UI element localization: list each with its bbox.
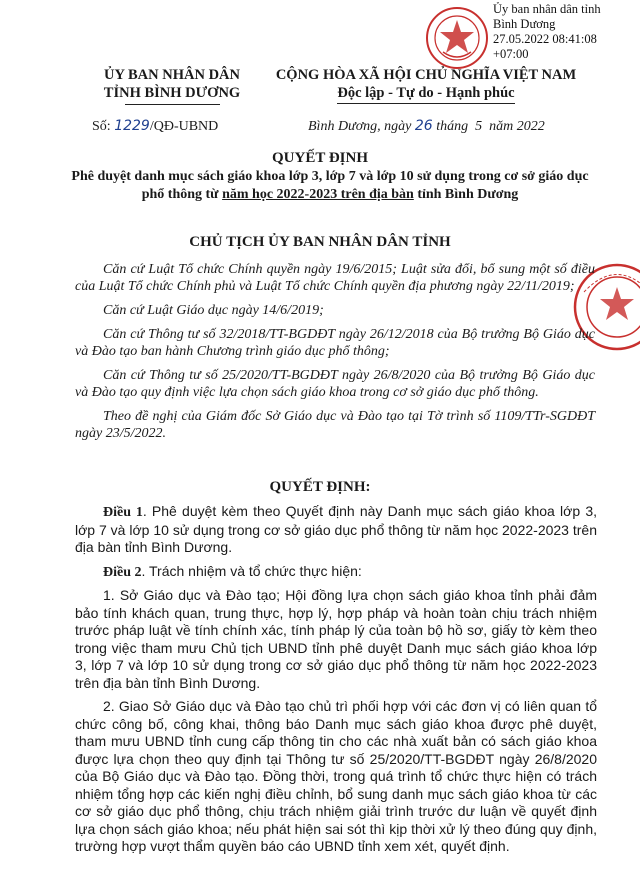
legal-basis — [75, 261, 595, 449]
signature-line-4: +07:00 — [493, 47, 529, 61]
basis-item: Căn cứ Thông tư số 25/2020/TT-BGDĐT ngày 26/8/2020 của Bộ trưởng Bộ Giáo dục và Đào tạo quy định việc lựa chọn sách giáo khoa trong cơ sở giáo dục phổ thông. — [75, 368, 595, 400]
subtitle-part-1: Phê duyệt danh mục sách giáo khoa lớp 3, lớp 7 và lớp 10 sử dụng trong cơ sở giáo dục phổ thông từ — [71, 169, 589, 202]
basis-item: Theo đề nghị của Giám đốc Sở Giáo dục và Đào tạo tại Tờ trình số 1109/TTr-SGDĐT ngày 23/5/2022. — [75, 409, 595, 441]
article-2-item-2: 2. Giao Sở Giáo dục và Đào tạo chủ trì phối hợp với các đơn vị có liên quan tổ chức công bố, công khai, thông báo Danh mục sách giáo khoa được phê duyệt, tham mưu UBND tỉnh cung cấp thông tin cho các nhà xuất bản có sách giáo khoa được lựa chọn theo quy định tại Thông tư số 25/2020/TT-BGDĐT ngày 26/8/2020 của Bộ Giáo dục và Đào tạo. Đồng thời, trong quá trình tổ chức thực hiện có trách nhiệm tổng hợp các kiến nghị điều chỉnh, bổ sung danh mục sách giáo khoa từ các cơ sở giáo dục phổ thông, chịu trách nhiệm giải trình trước dư luận về quyết định lựa chọn sách giáo khoa; nếu phát hiện sai sót thì kịp thời xử lý theo đúng quy định, trường hợp vượt thẩm quyền báo cáo UBND tỉnh xem xét, quyết định. — [75, 698, 597, 854]
signature-line-3: 27.05.2022 08:41:08 — [493, 32, 597, 46]
signature-line-1: Ủy ban nhân dân tỉnh — [493, 2, 601, 16]
basis-item: Căn cứ Thông tư số 32/2018/TT-BGDĐT ngày 26/12/2018 của Bộ trưởng Bộ Giáo dục và Đào tạo ban hành Chương trình giáo dục phổ thông; — [75, 327, 595, 359]
national-title: CỘNG HÒA XÃ HỘI CHỦ NGHĨA VIỆT NAM — [275, 67, 577, 83]
signature-line-2: Bình Dương — [493, 17, 556, 31]
article-2-text: . Trách nhiệm và tổ chức thực hiện: — [141, 562, 362, 579]
issuing-authority — [72, 66, 272, 102]
document-date — [308, 118, 545, 135]
authority-line-2: TỈNH BÌNH DƯƠNG — [103, 85, 241, 101]
basis-item: Căn cứ Luật Tổ chức Chính quyền ngày 19/6/2015; Luật sửa đổi, bổ sung một số điều của Luật Tổ chức Chính phủ và Luật Tổ chức Chính quyền địa phương ngày 22/11/2019; — [75, 262, 595, 294]
national-header — [246, 66, 606, 104]
decision-body — [75, 503, 597, 862]
document-title: QUYẾT ĐỊNH — [272, 150, 368, 166]
issuer-title: CHỦ TỊCH ỦY BAN NHÂN DÂN TỈNH — [189, 234, 451, 250]
date-month-year: tháng 5 năm 2022 — [432, 119, 545, 134]
document-number — [92, 118, 218, 135]
article-1-label: Điều 1 — [103, 505, 143, 520]
article-1-text: . Phê duyệt kèm theo Quyết định này Danh mục sách giáo khoa lớp 3, lớp 7 và lớp 10 sử dụng trong cơ sở giáo dục phổ thông từ năm học 2022-2023 trên địa bàn tỉnh Bình Dương. — [75, 503, 597, 555]
authority-line-1: ỦY BAN NHÂN DÂN — [103, 67, 240, 83]
digital-seal-icon — [425, 6, 489, 70]
doc-number-prefix: Số: — [92, 119, 115, 134]
date-place: Bình Dương, ngày — [308, 119, 415, 134]
digital-signature-block — [493, 2, 638, 62]
article-2 — [75, 563, 597, 582]
basis-item: Căn cứ Luật Giáo dục ngày 14/6/2019; — [103, 303, 324, 318]
subtitle-part-2: năm học 2022-2023 trên địa bàn — [222, 187, 414, 202]
document-subtitle — [60, 168, 600, 204]
authority-underline — [125, 104, 220, 105]
doc-number-handwritten: 1229 — [114, 118, 150, 134]
article-2-label: Điều 2 — [103, 564, 142, 580]
article-2-item-1: 1. Sở Giáo dục và Đào tạo; Hội đồng lựa chọn sách giáo khoa tỉnh phải đảm bảo tính khách quan, trung thực, hợp lý, hợp pháp và hoàn toàn chịu trách nhiệm trước pháp luật về tính chính xác, tính pháp lý của toàn bộ hồ sơ, giấy tờ kèm theo trong việc tham mưu Chủ tịch UBND tỉnh phê duyệt Danh mục sách giáo khoa lớp 3, lớp 7 và lớp 10 sử dụng trong cơ sở giáo dục phổ thông từ năm học 2022-2023 trên địa bàn tỉnh Bình Dương. — [75, 587, 597, 691]
doc-number-suffix: /QĐ-UBND — [149, 119, 219, 134]
decision-heading: QUYẾT ĐỊNH: — [269, 479, 371, 495]
date-day-handwritten: 26 — [414, 118, 433, 134]
subtitle-part-3: tỉnh Bình Dương — [413, 187, 519, 202]
national-motto: Độc lập - Tự do - Hạnh phúc — [337, 84, 514, 104]
article-1 — [75, 503, 597, 557]
